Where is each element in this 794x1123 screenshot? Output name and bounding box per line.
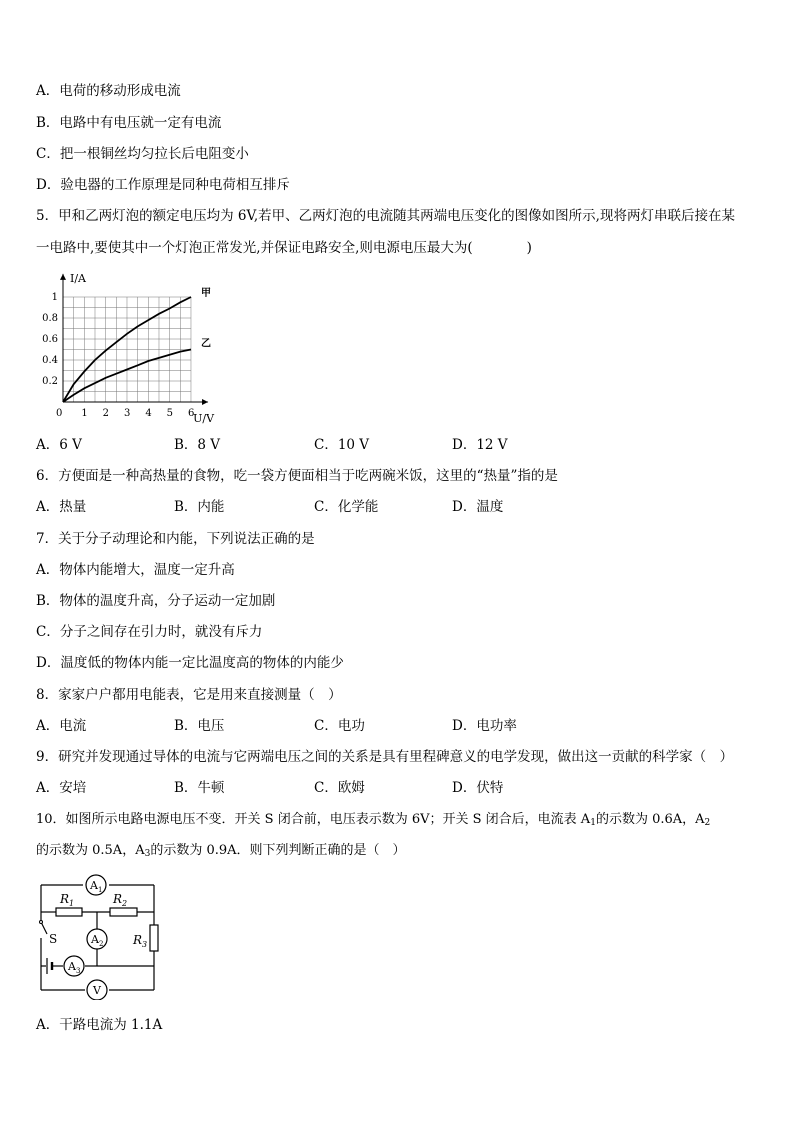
q7-option-d: D．温度低的物体内能一定比温度高的物体的内能少 — [36, 655, 344, 671]
switch-lever — [41, 922, 47, 934]
q5-stem-line2: 一电路中,要使其中一个灯泡正常发光,并保证电路安全,则电源电压最大为( ) — [36, 240, 532, 256]
q4-option-d: D．验电器的工作原理是同种电荷相互排斥 — [36, 177, 290, 193]
circuit-diagram — [36, 872, 166, 1000]
q9-option-a: A．安培 — [36, 780, 87, 796]
q6-option-d: D．温度 — [452, 499, 504, 515]
switch-label: S — [49, 932, 58, 946]
x-tick-label: 3 — [123, 408, 131, 419]
q6-option-c: C．化学能 — [314, 499, 379, 515]
q10-text-2b: 的示数为 0.9A．则下列判断正确的是（ ） — [150, 843, 406, 858]
q10-sub-2: 2 — [704, 818, 711, 828]
r1-label: $R_1$ — [60, 892, 75, 908]
q6-options — [36, 498, 736, 516]
q10-text-2a: 的示数为 0.5A，A — [36, 843, 145, 858]
q5-option-d: D．12 V — [452, 437, 508, 453]
q8-stem: 8．家家户户都用电能表，它是用来直接测量（ ） — [36, 687, 342, 703]
a3-label: $A_3$ — [68, 960, 81, 975]
switch-pivot — [40, 921, 43, 924]
y-tick-label: 1 — [51, 292, 58, 303]
q4-option-a: A．电荷的移动形成电流 — [36, 83, 181, 99]
y-tick-label: 0.6 — [42, 334, 58, 345]
r3-label: $R_3$ — [133, 933, 148, 949]
q9-options — [36, 779, 736, 797]
q9-option-c: C．欧姆 — [314, 780, 365, 796]
v-label: V — [93, 984, 101, 997]
x-tick-label: 6 — [187, 408, 195, 419]
q8-option-b: B．电压 — [174, 718, 225, 734]
x-tick-label: 2 — [102, 408, 110, 419]
q7-option-a: A．物体内能增大，温度一定升高 — [36, 562, 235, 578]
y-axis-label: I/A — [70, 271, 86, 285]
q5-option-b: B．8 V — [174, 437, 221, 453]
chart-grid — [63, 297, 191, 402]
resistor-r2 — [110, 908, 137, 916]
r2-label: $R_2$ — [113, 892, 128, 908]
q5-stem-line1: 5．甲和乙两灯泡的额定电压均为 6V,若甲、乙两灯泡的电流随其两端电压变化的图像如图所示,现将两灯串联后接在某 — [36, 208, 735, 224]
q4-option-c: C．把一根铜丝均匀拉长后电阻变小 — [36, 146, 249, 162]
q7-stem: 7．关于分子动理论和内能，下列说法正确的是 — [36, 531, 315, 547]
q9-option-b: B．牛顿 — [174, 780, 225, 796]
q10-sub-1: 1 — [590, 818, 596, 828]
series-label-2: 乙 — [200, 338, 211, 350]
resistor-r1 — [56, 908, 82, 916]
q8-option-a: A．电流 — [36, 718, 87, 734]
q10-text-1a: 10．如图所示电路电源电压不变．开关 S 闭合前，电压表示数为 6V；开关 S 闭合后，电流表 A — [36, 812, 591, 827]
q4-option-b: B．电路中有电压就一定有电流 — [36, 115, 222, 131]
q5-option-a: A．6 V — [36, 437, 82, 453]
q6-option-b: B．内能 — [174, 499, 225, 515]
q10-stem-line1 — [36, 811, 710, 832]
chart-lines — [63, 287, 211, 402]
q7-option-b: B．物体的温度升高，分子运动一定加剧 — [36, 593, 276, 609]
y-axis-arrow — [60, 274, 66, 280]
q6-option-a: A．热量 — [36, 499, 87, 515]
a2-label: $A_2$ — [91, 933, 104, 948]
x-axis-label: U/V — [193, 412, 215, 424]
q7-option-c: C．分子之间存在引力时，就没有斥力 — [36, 624, 263, 640]
x-tick-label: 4 — [145, 408, 152, 419]
q10-text-1b: 的示数为 0.6A，A — [595, 812, 705, 827]
iu-graph — [36, 268, 236, 424]
y-tick-label: 0.2 — [42, 376, 58, 387]
q8-options — [36, 717, 736, 735]
q5-option-c: C．10 V — [314, 437, 370, 453]
a1-label: $A_1$ — [90, 879, 103, 894]
q5-options — [36, 436, 736, 454]
q10-stem-line2 — [36, 842, 406, 863]
q6-stem: 6．方便面是一种高热量的食物，吃一袋方便面相当于吃两碗米饭，这里的“热量”指的是 — [36, 468, 558, 484]
x-tick-label: 5 — [166, 408, 174, 419]
resistor-r3 — [150, 925, 158, 951]
q10-option-a: A．干路电流为 1.1A — [36, 1017, 163, 1033]
q8-option-c: C．电功 — [314, 718, 365, 734]
q9-stem: 9．研究并发现通过导体的电流与它两端电压之间的关系是具有里程碑意义的电学发现，做出这一贡献的科学家（ ） — [36, 749, 734, 765]
q9-option-d: D．伏特 — [452, 780, 504, 796]
x-axis-arrow — [202, 399, 208, 405]
y-tick-label: 0.4 — [42, 355, 58, 366]
x-tick-label: 0 — [56, 408, 63, 419]
series-label-1: 甲 — [200, 288, 211, 299]
x-tick-label: 1 — [81, 408, 88, 419]
q10-sub-3: 3 — [144, 849, 151, 859]
y-tick-label: 0.8 — [42, 313, 58, 324]
q8-option-d: D．电功率 — [452, 718, 517, 734]
